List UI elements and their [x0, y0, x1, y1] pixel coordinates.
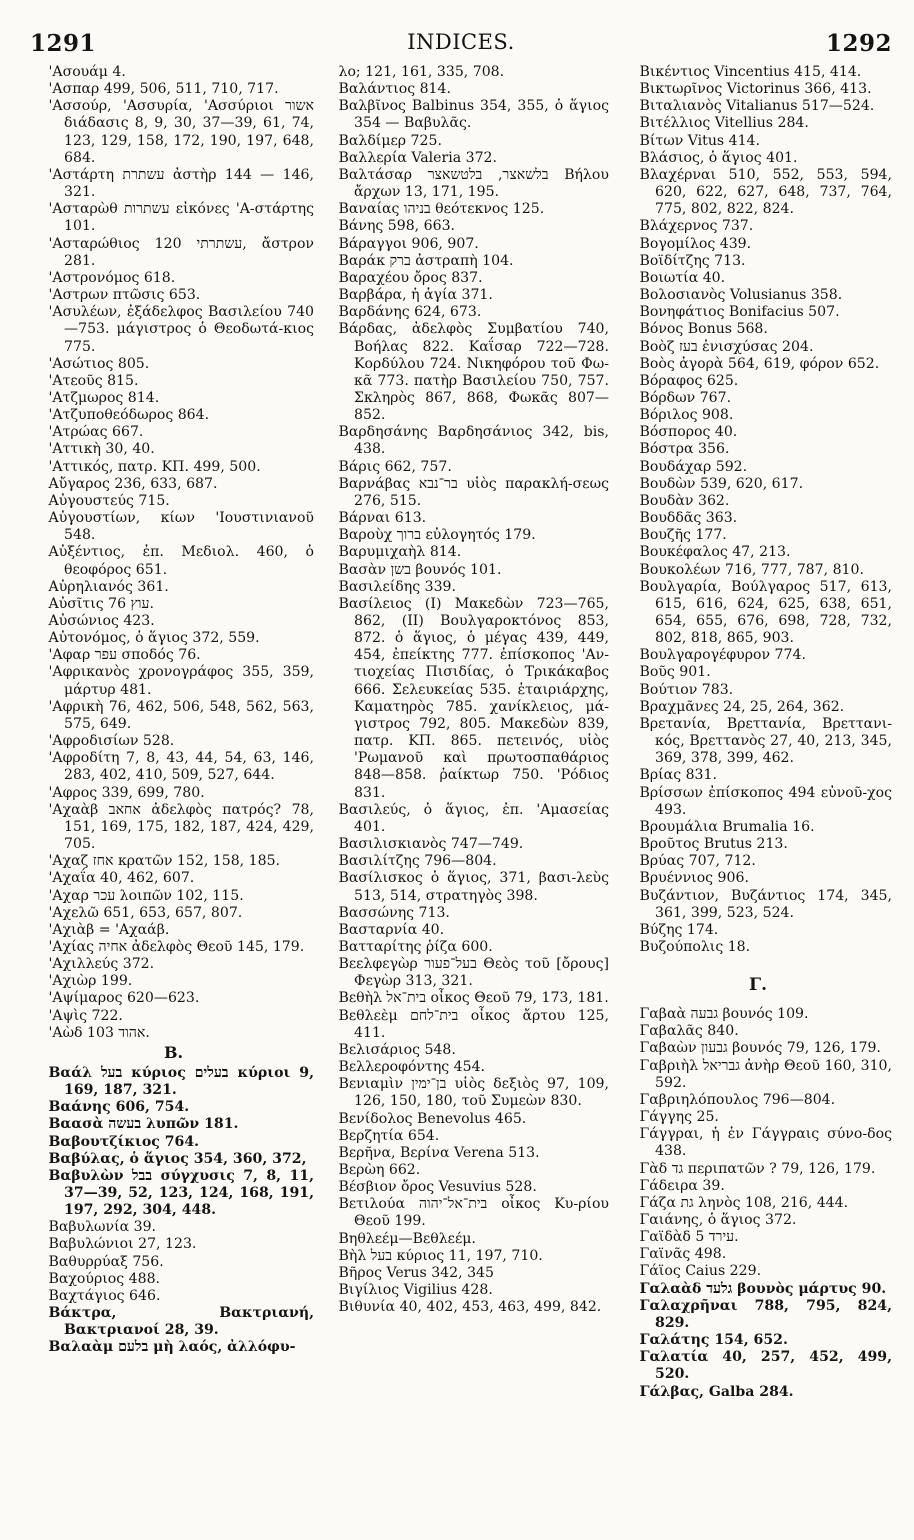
index-entry: Βαράκ ברק ἀστραπὴ 104. — [338, 252, 514, 269]
index-entry: Βαλλερία Valeria 372. — [338, 149, 498, 166]
index-entry: Γάζα גת ληνὸς 108, 216, 444. — [639, 1194, 849, 1211]
index-entry: Βοιωτία 40. — [639, 269, 726, 286]
index-entry: Βίτων Vitus 414. — [639, 132, 761, 149]
index-entry: Βαθυρρύαξ 756. — [48, 1253, 164, 1270]
index-entry: Βαρβάρα, ἡ ἁγία 371. — [338, 287, 493, 304]
index-entry: 'Αφαρ עפר σποδός 76. — [48, 647, 201, 664]
index-entry: Γαβριηλόπουλος 796—804. — [639, 1091, 836, 1108]
index-entry: Βόστρα 356. — [639, 441, 730, 458]
index-entry: Βατταρίτης ῥίζα 600. — [338, 938, 493, 955]
index-entry: Βογομίλος 439. — [639, 235, 752, 252]
index-entry: Βασσώνης 713. — [338, 904, 450, 921]
index-entry: Βουδάχαρ 592. — [639, 458, 748, 475]
index-entry: Βονηφάτιος Bonifacius 507. — [639, 304, 840, 321]
index-entry: Βρίσσων ἐπίσκοπος 494 εὐνοῦ-χος 493. — [639, 784, 892, 818]
index-entry: Βερὼη 662. — [338, 1162, 421, 1178]
index-entry: 'Αφρος 339, 699, 780. — [48, 784, 205, 801]
index-entry: 'Αψὶς 722. — [48, 1007, 123, 1024]
index-entry: Γαβαὼν גבעון βουνός 79, 126, 179. — [639, 1040, 881, 1057]
index-entry: Γαλαχρῆναι 788, 795, 824, 829. — [639, 1297, 892, 1331]
index-entry: Βάραγγοι 906, 907. — [338, 235, 479, 252]
index-entry: Γαβριὴλ גבריאל ἀνὴρ Θεοῦ 160, 310, 592. — [639, 1057, 892, 1091]
index-entry: 'Αττικός, πατρ. ΚΠ. 499, 500. — [48, 458, 261, 475]
index-entry: Βαρδησάνης Βαρδησάνιος 342, bis, 438. — [338, 424, 609, 458]
index-entry: Βαρνάβας בר־נבא υἱὸς παρακλή-σεως 276, 515. — [338, 475, 609, 509]
index-entry: 'Αφροδισίων 528. — [48, 733, 175, 750]
index-entry: Βοὸζ בעז ἐνισχύσας 204. — [639, 338, 814, 355]
index-entry: 'Αχίας אחיה ἀδελφὸς Θεοῦ 145, 179. — [48, 938, 305, 955]
index-entry: Γαιάνης, ὁ ἅγιος 372. — [639, 1212, 797, 1228]
index-entry: Βιγίλιος Vigilius 428. — [338, 1282, 493, 1299]
index-entry: Αὐρηλιανός 361. — [48, 578, 169, 595]
index-entry: Βὴλ בעל κύριος 11, 197, 710. — [338, 1247, 543, 1264]
index-entry: Βρυέννιος 906. — [639, 870, 749, 887]
index-entry: Γαβαλᾶς 840. — [639, 1023, 739, 1040]
index-entry: Βαασὰ בעשה λυπῶν 181. — [48, 1116, 239, 1133]
index-entry: 'Αστρονόμος 618. — [48, 269, 176, 286]
index-entry: Γαλατία 40, 257, 452, 499, 520. — [639, 1349, 892, 1383]
page-number-right: 1292 — [825, 30, 892, 57]
index-entry: 'Αχελῶ 651, 653, 657, 807. — [48, 904, 243, 921]
index-entry: Βοὸς ἀγορὰ 564, 619, φόρον 652. — [639, 355, 880, 372]
index-entry: Βασίλισκος ὁ ἅγιος, 371, βασι-λεὺς 513, 514, στρατηγὸς 398. — [338, 870, 609, 904]
index-entry: Βαβυλωνία 39. — [48, 1219, 157, 1236]
index-entry: Γαϊδὰδ עירד 5. — [639, 1229, 739, 1246]
index-entry: Βούτιον 783. — [639, 681, 734, 698]
index-entry: Βασίλειος (I) Μακεδὼν 723—765, 862, (II) Βουλγαροκτόνος 853, 872. ὁ ἅγιος, ὁ μέγας 439, 449, 454, ἐπείκτης 777. ἐπίσκοπος 'Αν-τιοχείας Πισιδίας, ὁ Τρικάκαβος 666. Σελευκείας 535. ἑταιριάρχης, Καματηρὸς 785. χανίκλειος, μά-γιστρος 792, 805. Μακεδὼν 839, πατρ. ΚΠ. 865. πετεινός, υἱὸς 'Ρωμανοῦ καὶ πρωτοσπαθάριος 848—858. ῥαίκτωρ 750. 'Ρόδιος 831. — [338, 595, 609, 801]
index-entry: 'Ασώτιος 805. — [48, 355, 150, 372]
index-entry: Βοῦς 901. — [639, 664, 711, 681]
index-entry: Βασιλίτζης 796—804. — [338, 853, 497, 870]
index-entry: Βετιλούα בית־אל־יהוה οἶκος Κυ-ρίου Θεοῦ 199. — [338, 1196, 609, 1230]
index-entry: Βασιλεύς, ὁ ἅγιος, ἐπ. 'Αμασείας 401. — [338, 801, 609, 835]
index-entry: Βρίας 831. — [639, 767, 717, 784]
page-header — [30, 30, 892, 64]
index-entry: Βεελφεγὼρ בעל־פעור Θεὸς τοῦ [ὄρους] Φεγὼρ 313, 321. — [338, 956, 609, 990]
index-entry: Βεθλεὲμ בית־לחם οἶκος ἄρτου 125, 411. — [338, 1007, 609, 1041]
index-entry: Βουδὰν 362. — [639, 492, 730, 509]
index-entry: Βουκέφαλος 47, 213. — [639, 544, 791, 561]
index-entry: 'Αχαὰβ אחאב ἀδελφὸς πατρός? 78, 151, 169, 175, 182, 187, 424, 429, 705. — [48, 801, 314, 853]
index-entry: 'Αψίμαρος 620—623. — [48, 990, 200, 1007]
index-column-left — [33, 64, 314, 1530]
index-entry: Βασιλείδης 339. — [338, 578, 456, 595]
index-entry: Βηθλεέμ—Βεθλεέμ. — [338, 1230, 476, 1247]
index-entry: λο; 121, 161, 335, 708. — [338, 64, 505, 80]
index-entry: Βρουμάλια Brumalia 16. — [639, 818, 815, 835]
index-entry: Βαλβῖνος Balbinus 354, 355, ὁ ἅγιος 354 — Βαβυλᾶς. — [338, 98, 609, 132]
index-entry: Γάϊος Caius 229. — [639, 1263, 762, 1280]
index-entry: Αὐτονόμος, ὁ ἅγιος 372, 559. — [48, 630, 260, 647]
index-entry: Βασὰν בשן βουνός 101. — [338, 561, 502, 578]
index-entry: Βαάλ בעל κύριος בעלים κύριοι 9, 169, 187, 321. — [48, 1064, 314, 1099]
index-entry: Βουλγαρία, Βούλγαρος 517, 613, 615, 616, 624, 625, 638, 651, 654, 655, 676, 698, 728, 732, 802, 818, 865, 903. — [639, 578, 892, 647]
index-entry: Γάδειρα 39. — [639, 1177, 725, 1194]
index-entry: Γαλάτης 154, 652. — [639, 1332, 788, 1349]
index-entry: Βιτέλλιος Vitellius 284. — [639, 115, 809, 132]
index-entry: Βαχούριος 488. — [48, 1270, 161, 1287]
index-entry: Βάκτρα, Βακτριανή, Βακτριανοί 28, 39. — [48, 1305, 314, 1339]
index-entry: 'Αστάρτη עשתרת ἀστὴρ 144 — 146, 321. — [48, 166, 314, 201]
index-entry: 'Αφροδίτη 7, 8, 43, 44, 54, 63, 146, 283, 402, 410, 509, 527, 644. — [48, 750, 314, 784]
index-entry: Βαλτάσαρ בלשאצר, בלטשאצר Βήλου ἄρχων 13, 171, 195. — [338, 166, 609, 201]
index-entry: Γάλβας, Galba 284. — [639, 1383, 794, 1400]
index-entry: Βουζῆς 177. — [639, 527, 727, 544]
index-entry: Βουδὼν 539, 620, 617. — [639, 475, 804, 492]
index-entry: Βενιαμὶν בן־ימין υἱὸς δεξιὸς 97, 109, 126, 150, 180, τοῦ Συμεὼν 830. — [338, 1076, 609, 1110]
index-entry: Βεθὴλ בית־אל οἶκος Θεοῦ 79, 173, 181. — [338, 990, 609, 1007]
index-entry: 'Ασταρώθιος עשתרתי 120, ἄστρον 281. — [48, 235, 314, 269]
index-entry: Βάρδας, ἀδελφὸς Συμβατίου 740, Βοήλας 822. Καΐσαρ 722—728. Κορδύλου 724. Νικηφόρου τοῦ Φω-κᾶ 773. πατὴρ Βασιλείου 750, 757. Σκληρὸς 867, 868, Φωκᾶς 807—852. — [338, 321, 609, 424]
index-entry: Βῆρος Verus 342, 345 — [338, 1264, 494, 1281]
index-entry: 'Ασουάμ 4. — [48, 64, 126, 80]
index-entry: Βαβυλὼν בבל σύγχυσις 7, 8, 11, 37—39, 52, 123, 124, 168, 191, 197, 292, 304, 448. — [48, 1167, 314, 1219]
index-entry: Βιταλιανὸς Vitalianus 517—524. — [639, 98, 875, 115]
index-entry: Βικέντιος Vincentius 415, 414. — [639, 64, 862, 80]
index-entry: Βαβουτζίκιος 764. — [48, 1133, 200, 1150]
index-entry: 'Αστρων πτῶσις 653. — [48, 287, 201, 304]
index-entry: Βόραφος 625. — [639, 372, 739, 389]
index-entry: Αὐγουστεύς 715. — [48, 492, 170, 509]
index-column-right — [624, 64, 892, 1530]
index-entry: Γάγγης 25. — [639, 1109, 719, 1126]
index-entry: 'Αφρικὴ 76, 462, 506, 548, 562, 563, 575, 649. — [48, 698, 314, 732]
index-entry: 'Ασσούρ, 'Ασσυρία, 'Ασσύριοι אשור διάδασις 8, 9, 30, 37—39, 61, 74, 123, 129, 158, 172, 190, 197, 648, 684. — [48, 98, 314, 166]
index-entry: Βολοσιανὸς Volusianus 358. — [639, 287, 843, 304]
index-entry: Βόριλος 908. — [639, 407, 734, 424]
index-entry: Βλάχερνος 737. — [639, 218, 754, 235]
index-entry: Βαραχέου ὄρος 837. — [338, 269, 483, 286]
index-entry: Βενίδολος Benevolus 465. — [338, 1110, 527, 1127]
running-title: INDICES. — [407, 30, 515, 54]
section-letter-heading: B. — [163, 1042, 184, 1062]
index-entry: Γαλαὰδ גלעד βουνὸς μάρτυς 90. — [639, 1280, 887, 1297]
index-entry: Βαλδίμερ 725. — [338, 132, 442, 149]
index-entry: Γὰδ גד περιπατῶν ? 79, 126, 179. — [639, 1160, 876, 1177]
index-entry: 'Αὼδ אהוד 103. — [48, 1024, 150, 1041]
index-entry: Βύζης 174. — [639, 921, 719, 938]
index-entry: Βαχτάγιος 646. — [48, 1287, 161, 1304]
index-entry: Βαάνης 606, 754. — [48, 1099, 190, 1116]
index-entry: Βάρις 662, 757. — [338, 458, 452, 475]
index-entry: Αὐσώνιος 423. — [48, 613, 155, 629]
index-entry: Βερζητία 654. — [338, 1127, 440, 1144]
index-entry: Βουλγαρογέφυρον 774. — [639, 647, 806, 664]
index-entry: Βασταρνία 40. — [338, 921, 445, 938]
index-entry: Βραχμᾶνες 24, 25, 264, 362. — [639, 698, 845, 715]
index-entry: Βυζάντιον, Βυζάντιος 174, 345, 361, 399, 523, 524. — [639, 887, 892, 921]
page-number-left: 1291 — [30, 30, 97, 57]
index-entry: 'Ατζμωρος 814. — [48, 389, 160, 406]
index-entry: Βαροὺχ ברוך εὐλογητός 179. — [338, 527, 536, 544]
index-entry: Βουκολέων 716, 777, 787, 810. — [639, 561, 864, 578]
index-entry: Βόνος Bonus 568. — [639, 321, 768, 338]
index-entry: 'Αττικὴ 30, 40. — [48, 441, 155, 458]
index-entry: Βιθυνία 40, 402, 453, 463, 499, 842. — [338, 1299, 602, 1316]
index-entry: Βλαχέρναι 510, 552, 553, 594, 620, 622, 627, 648, 737, 764, 775, 802, 822, 824. — [639, 166, 892, 218]
index-entry: Βαβύλας, ὁ ἅγιος 354, 360, 372, — [48, 1150, 307, 1167]
index-entry: Αὐγουστίων, κίων 'Ιουστινιανοῦ 548. — [48, 510, 314, 544]
index-entry: Γαϊνᾶς 498. — [639, 1246, 727, 1263]
index-entry: Βικτωρῖνος Victorinus 366, 413. — [639, 81, 872, 98]
index-entry: Βρύας 707, 712. — [639, 853, 756, 870]
index-entry: Βάρναι 613. — [338, 510, 427, 527]
index-entry: Βαρδάνης 624, 673. — [338, 304, 482, 321]
index-entry: Βαρυμιχαὴλ 814. — [338, 544, 462, 561]
index-entry: Γαβαὰ גבעה βουνός 109. — [639, 1006, 809, 1023]
index-entry: 'Αχιὰβ = 'Αχαάβ. — [48, 921, 170, 938]
index-entry: Αὐξέντιος, ἐπ. Μεδιολ. 460, ὁ θεοφόρος 651. — [48, 544, 314, 578]
index-column-middle — [323, 64, 609, 1530]
index-entry: Γάγγραι, ἡ ἐν Γάγγραις σύνο-δος 438. — [639, 1126, 892, 1160]
index-entry: 'Αφρικανὸς χρονογράφος 355, 359, μάρτυρ 481. — [48, 664, 314, 698]
index-entry: Βασιλισκιανὸς 747—749. — [338, 836, 524, 853]
index-entry: Βλάσιος, ὁ ἅγιος 401. — [639, 149, 798, 166]
index-entry: Βαναίας בניהו θεότεκνος 125. — [338, 201, 545, 218]
index-entry: Αὔγαρος 236, 633, 687. — [48, 475, 218, 492]
index-entry: Βέσβιον ὄρος Vesuvius 528. — [338, 1179, 537, 1196]
index-entry: 'Ατρώας 667. — [48, 424, 144, 441]
index-entry: Βοϊδίτζης 713. — [639, 252, 746, 269]
section-letter-heading: Γ. — [749, 975, 767, 996]
index-entry: 'Ασυλέων, ἐξάδελφος Βασιλείου 740—753. μάγιστρος ὁ Θεοδωτά-κιος 775. — [48, 304, 314, 355]
index-entry: Βόρδων 767. — [639, 389, 732, 406]
index-entry: 'Αχιὼρ 199. — [48, 973, 133, 990]
index-entry: 'Ασταρὼθ עשתרות εἰκόνες 'Α-στάρτης 101. — [48, 201, 314, 235]
index-entry: 'Αχαρ עכר λοιπῶν 102, 115. — [48, 887, 244, 904]
index-entry: Βελισάριος 548. — [338, 1041, 456, 1058]
index-entry: 'Ασπαρ 499, 506, 511, 710, 717. — [48, 81, 279, 98]
index-entry: Βάνης 598, 663. — [338, 218, 456, 235]
index-entry: 'Ατεοῦς 815. — [48, 372, 139, 389]
index-entry: 'Αχιλλεύς 372. — [48, 956, 155, 973]
index-entry: Βυζούπολις 18. — [639, 938, 751, 955]
index-entry: Βροῦτος Brutus 213. — [639, 836, 788, 853]
index-entry: Βουδδᾶς 363. — [639, 510, 738, 527]
index-entry: Βαλάντιος 814. — [338, 81, 451, 98]
index-entry: 'Ατζυποθεόδωρος 864. — [48, 407, 210, 424]
index-entry: 'Αχαΐα 40, 462, 607. — [48, 870, 195, 887]
index-entry: Βαβυλώνιοι 27, 123. — [48, 1236, 197, 1253]
index-entry: Αὐσῖτις עוץ 76. — [48, 595, 154, 612]
index-entry: Βρετανία, Βρεττανία, Βρεττανι-κός, Βρεττανὸς 27, 40, 213, 345, 369, 378, 399, 462. — [639, 715, 892, 767]
index-entry: Βόσπορος 40. — [639, 424, 738, 441]
index-entry: Βελλεροφόντης 454. — [338, 1059, 486, 1076]
index-entry: 'Αχαζ אחז κρατῶν 152, 158, 185. — [48, 853, 281, 870]
index-entry: Βαλαὰμ בלעם μὴ λαός, ἀλλόφυ- — [48, 1339, 296, 1356]
index-entry: Βερῆνα, Βερίνα Verena 513. — [338, 1144, 540, 1161]
